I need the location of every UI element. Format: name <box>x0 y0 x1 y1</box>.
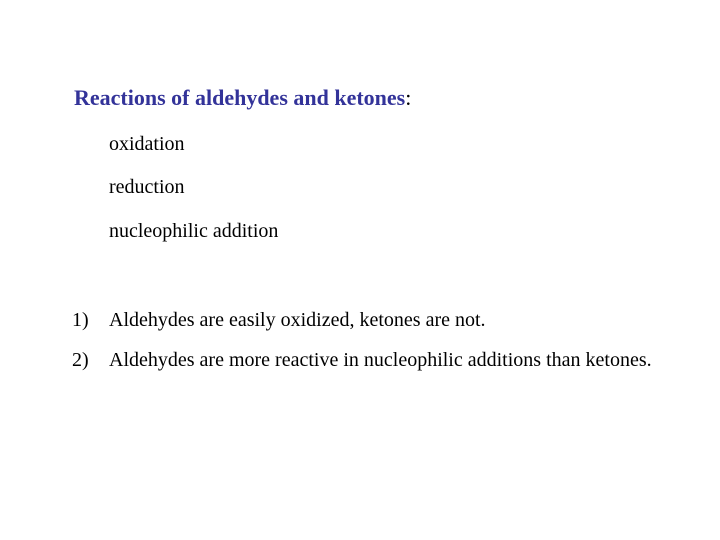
reaction-type-reduction: reduction <box>109 176 185 198</box>
point-text: Aldehydes are easily oxidized, ketones are not. <box>109 309 486 331</box>
reaction-type-oxidation: oxidation <box>109 133 185 155</box>
slide-title <box>74 85 411 111</box>
reaction-type-nucleophilic-addition: nucleophilic addition <box>109 220 279 242</box>
title-colon: : <box>405 85 412 110</box>
point-number: 1) <box>72 309 89 331</box>
point-text: Aldehydes are more reactive in nucleophilic additions than ketones. <box>109 349 652 371</box>
point-number: 2) <box>72 349 89 371</box>
title-text: Reactions of aldehydes and ketones <box>74 85 406 110</box>
